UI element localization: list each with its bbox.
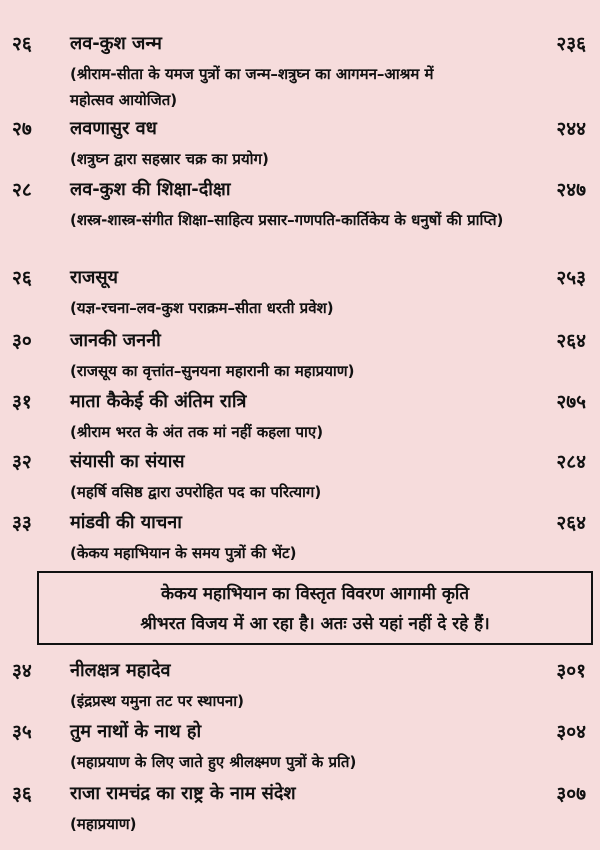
chapter-summary: (शस्त्र-शास्त्र-संगीत शिक्षा–साहित्य प्रसार–गणपति-कार्तिकेय के धनुषों की प्राप्ति): [70, 211, 504, 229]
page-number: २६४: [556, 512, 586, 534]
chapter-summary: (श्रीराम भरत के अंत तक मां नहीं कहला पाए): [70, 423, 324, 441]
page-number: २६४: [556, 330, 586, 352]
chapter-number: ३६: [12, 783, 32, 805]
page-number: ३०७: [556, 783, 586, 805]
chapter-number: ३०: [12, 330, 32, 352]
chapter-title: लव-कुश जन्म: [70, 33, 162, 54]
page-number: २५३: [556, 267, 586, 289]
chapter-title: माता कैकेई की अंतिम रात्रि: [70, 391, 247, 412]
chapter-summary: (इंद्रप्रस्थ यमुना तट पर स्थापना): [70, 692, 244, 710]
chapter-title: राजसूय: [70, 267, 118, 288]
chapter-number: ३५: [12, 721, 32, 743]
chapter-summary: (महाप्रयाण): [70, 815, 137, 833]
page-number: ३०१: [556, 660, 586, 682]
page-number: २३६: [556, 33, 586, 55]
chapter-title: नीलक्षत्र महादेव: [70, 660, 171, 681]
chapter-title: लवणासुर वध: [70, 118, 157, 139]
page-number: २४७: [556, 179, 586, 201]
chapter-number: २६: [12, 267, 32, 289]
chapter-summary: (राजसूय का वृत्तांत–सुनयना महारानी का महाप्रयाण): [70, 362, 355, 380]
chapter-summary: (श्रीराम-सीता के यमज पुत्रों का जन्म–शत्रुघ्न का आगमन–आश्रम में महोत्सव आयोजित): [70, 65, 434, 109]
notice-line-2: श्रीभरत विजय में आ रहा है। अतः उसे यहां नहीं दे रहे हैं।: [140, 614, 490, 634]
chapter-number: ३२: [12, 451, 32, 473]
chapter-number: २६: [12, 33, 32, 55]
page-number: ३०४: [556, 721, 586, 743]
chapter-title: लव-कुश की शिक्षा-दीक्षा: [70, 179, 231, 200]
chapter-summary: (केकय महाभियान के समय पुत्रों की भेंट): [70, 544, 297, 562]
chapter-number: ३४: [12, 660, 32, 682]
chapter-summary: (महाप्रयाण के लिए जाते हुए श्रीलक्ष्मण पुत्रों के प्रति): [70, 753, 357, 771]
chapter-title: तुम नाथों के नाथ हो: [70, 721, 202, 742]
page-number: २८४: [556, 451, 586, 473]
notice-line-1: केकय महाभियान का विस्तृत विवरण आगामी कृति: [160, 584, 470, 604]
chapter-title: संयासी का संयास: [70, 451, 185, 472]
page-number: २७५: [556, 391, 586, 413]
chapter-number: २८: [12, 179, 32, 201]
chapter-number: ३३: [12, 512, 32, 534]
chapter-title: जानकी जननी: [70, 330, 161, 351]
chapter-title: राजा रामचंद्र का राष्ट्र के नाम संदेश: [70, 783, 296, 804]
chapter-summary: (शत्रुघ्न द्वारा सहस्रार चक्र का प्रयोग): [70, 150, 269, 168]
chapter-title: मांडवी की याचना: [70, 512, 182, 533]
notice-box: [37, 571, 593, 645]
chapter-summary: (यज्ञ-रचना–लव-कुश पराक्रम–सीता धरती प्रवेश): [70, 299, 334, 317]
chapter-number: २७: [12, 118, 32, 140]
chapter-number: ३१: [12, 391, 32, 413]
page-number: २४४: [556, 118, 586, 140]
chapter-summary: (महर्षि वसिष्ठ द्वारा उपरोहित पद का परित्याग): [70, 483, 322, 501]
